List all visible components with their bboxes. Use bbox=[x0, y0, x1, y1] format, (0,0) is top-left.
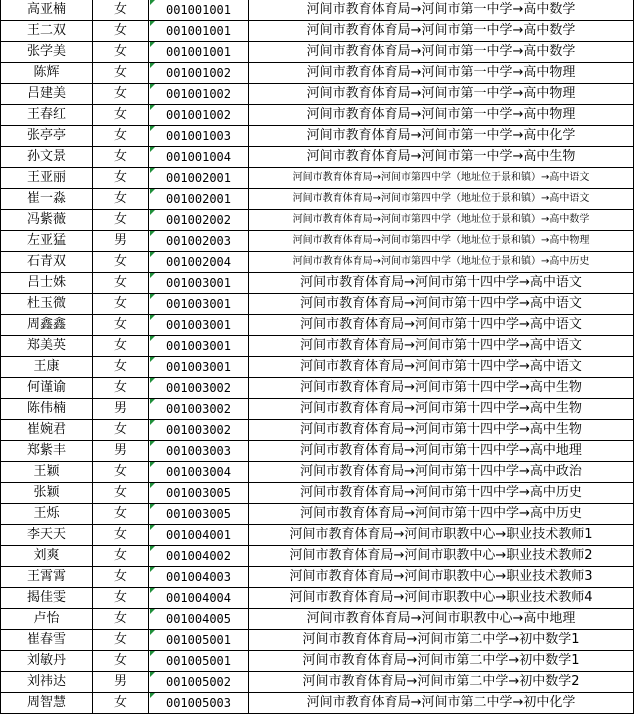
cell-gender[interactable]: 女 bbox=[93, 315, 149, 336]
cell-gender[interactable]: 男 bbox=[93, 231, 149, 252]
cell-position[interactable]: 河间市教育体育局→河间市第四中学（地址位于景和镇）→高中语文 bbox=[249, 168, 634, 189]
cell-name[interactable]: 王颖 bbox=[1, 462, 93, 483]
cell-name[interactable]: 崔一淼 bbox=[1, 189, 93, 210]
cell-name[interactable]: 冯紫薇 bbox=[1, 210, 93, 231]
cell-code[interactable]: 001002001 bbox=[149, 168, 249, 189]
table-row bbox=[1, 42, 634, 63]
text-number-indicator-icon bbox=[150, 273, 155, 278]
cell-name[interactable]: 吕士姝 bbox=[1, 273, 93, 294]
table-row bbox=[1, 336, 634, 357]
cell-name[interactable]: 左亚猛 bbox=[1, 231, 93, 252]
cell-code[interactable]: 001003001 bbox=[149, 294, 249, 315]
text-number-indicator-icon bbox=[150, 84, 155, 89]
text-number-indicator-icon bbox=[150, 336, 155, 341]
text-number-indicator-icon bbox=[150, 672, 155, 677]
cell-gender[interactable]: 女 bbox=[93, 462, 149, 483]
cell-position[interactable]: 河间市教育体育局→河间市第二中学→初中数学1 bbox=[249, 651, 634, 672]
table-row bbox=[1, 63, 634, 84]
cell-code[interactable]: 001003003 bbox=[149, 441, 249, 462]
cell-code[interactable]: 001003004 bbox=[149, 462, 249, 483]
cell-position[interactable]: 河间市教育体育局→河间市第一中学→高中数学 bbox=[249, 42, 634, 63]
cell-position[interactable]: 河间市教育体育局→河间市第十四中学→高中地理 bbox=[249, 441, 634, 462]
text-number-indicator-icon bbox=[150, 630, 155, 635]
cell-code[interactable]: 001003005 bbox=[149, 504, 249, 525]
table-row bbox=[1, 357, 634, 378]
text-number-indicator-icon bbox=[150, 126, 155, 131]
text-number-indicator-icon bbox=[150, 21, 155, 26]
cell-gender[interactable]: 女 bbox=[93, 0, 149, 21]
cell-position[interactable]: 河间市教育体育局→河间市第一中学→高中化学 bbox=[249, 126, 634, 147]
table-row bbox=[1, 84, 634, 105]
table-row bbox=[1, 693, 634, 714]
cell-gender[interactable]: 女 bbox=[93, 210, 149, 231]
text-number-indicator-icon bbox=[150, 609, 155, 614]
text-number-indicator-icon bbox=[150, 357, 155, 362]
cell-code[interactable]: 001002004 bbox=[149, 252, 249, 273]
text-number-indicator-icon bbox=[150, 252, 155, 257]
cell-gender[interactable]: 女 bbox=[93, 189, 149, 210]
table-row bbox=[1, 126, 634, 147]
cell-name[interactable]: 吕建美 bbox=[1, 84, 93, 105]
cell-code[interactable]: 001002002 bbox=[149, 210, 249, 231]
table-row bbox=[1, 0, 634, 21]
cell-gender[interactable]: 女 bbox=[93, 357, 149, 378]
cell-gender[interactable]: 女 bbox=[93, 84, 149, 105]
text-number-indicator-icon bbox=[150, 651, 155, 656]
cell-position[interactable]: 河间市教育体育局→河间市第一中学→高中数学 bbox=[249, 0, 634, 21]
cell-position[interactable]: 河间市教育体育局→河间市第一中学→高中生物 bbox=[249, 147, 634, 168]
table-row bbox=[1, 315, 634, 336]
text-number-indicator-icon bbox=[150, 63, 155, 68]
table-row bbox=[1, 294, 634, 315]
cell-position[interactable]: 河间市教育体育局→河间市第一中学→高中物理 bbox=[249, 84, 634, 105]
cell-gender[interactable]: 女 bbox=[93, 63, 149, 84]
cell-code[interactable]: 001005001 bbox=[149, 630, 249, 651]
cell-gender[interactable]: 女 bbox=[93, 525, 149, 546]
cell-gender[interactable]: 男 bbox=[93, 399, 149, 420]
cell-gender[interactable]: 女 bbox=[93, 651, 149, 672]
cell-name[interactable]: 刘爽 bbox=[1, 546, 93, 567]
cell-position[interactable]: 河间市教育体育局→河间市第一中学→高中物理 bbox=[249, 105, 634, 126]
cell-code[interactable]: 001003001 bbox=[149, 336, 249, 357]
cell-name[interactable]: 揭佳雯 bbox=[1, 588, 93, 609]
cell-code[interactable]: 001001001 bbox=[149, 0, 249, 21]
cell-position[interactable]: 河间市教育体育局→河间市第十四中学→高中生物 bbox=[249, 378, 634, 399]
cell-name[interactable]: 陈辉 bbox=[1, 63, 93, 84]
table-row bbox=[1, 147, 634, 168]
table-row bbox=[1, 672, 634, 693]
text-number-indicator-icon bbox=[150, 567, 155, 572]
cell-code[interactable]: 001003001 bbox=[149, 273, 249, 294]
cell-code[interactable]: 001003002 bbox=[149, 378, 249, 399]
text-number-indicator-icon bbox=[150, 378, 155, 383]
cell-name[interactable]: 周鑫鑫 bbox=[1, 315, 93, 336]
cell-position[interactable]: 河间市教育体育局→河间市第十四中学→高中语文 bbox=[249, 336, 634, 357]
text-number-indicator-icon bbox=[150, 0, 155, 5]
cell-position[interactable]: 河间市教育体育局→河间市第一中学→高中数学 bbox=[249, 21, 634, 42]
table-row bbox=[1, 378, 634, 399]
cell-gender[interactable]: 女 bbox=[93, 588, 149, 609]
cell-name[interactable]: 王康 bbox=[1, 357, 93, 378]
cell-gender[interactable]: 女 bbox=[93, 252, 149, 273]
text-number-indicator-icon bbox=[150, 147, 155, 152]
cell-code[interactable]: 001003002 bbox=[149, 420, 249, 441]
cell-position[interactable]: 河间市教育体育局→河间市职教中心→职业技术教师3 bbox=[249, 567, 634, 588]
text-number-indicator-icon bbox=[150, 420, 155, 425]
cell-gender[interactable]: 女 bbox=[93, 546, 149, 567]
cell-name[interactable]: 张学美 bbox=[1, 42, 93, 63]
cell-name[interactable]: 孙文景 bbox=[1, 147, 93, 168]
cell-name[interactable]: 刘敏丹 bbox=[1, 651, 93, 672]
table-row bbox=[1, 546, 634, 567]
cell-position[interactable]: 河间市教育体育局→河间市第十四中学→高中生物 bbox=[249, 399, 634, 420]
cell-name[interactable]: 李天天 bbox=[1, 525, 93, 546]
cell-position[interactable]: 河间市教育体育局→河间市第四中学（地址位于景和镇）→高中历史 bbox=[249, 252, 634, 273]
cell-name[interactable]: 王亚丽 bbox=[1, 168, 93, 189]
cell-code[interactable]: 001003001 bbox=[149, 357, 249, 378]
text-number-indicator-icon bbox=[150, 693, 155, 698]
cell-gender[interactable]: 女 bbox=[93, 483, 149, 504]
text-number-indicator-icon bbox=[150, 588, 155, 593]
table-row bbox=[1, 189, 634, 210]
cell-code[interactable]: 001005001 bbox=[149, 651, 249, 672]
cell-gender[interactable]: 女 bbox=[93, 630, 149, 651]
cell-code[interactable]: 001004005 bbox=[149, 609, 249, 630]
text-number-indicator-icon bbox=[150, 441, 155, 446]
table-body bbox=[1, 0, 634, 714]
cell-code[interactable]: 001001002 bbox=[149, 84, 249, 105]
cell-gender[interactable]: 女 bbox=[93, 693, 149, 714]
text-number-indicator-icon bbox=[150, 210, 155, 215]
cell-gender[interactable]: 女 bbox=[93, 609, 149, 630]
cell-code[interactable]: 001002003 bbox=[149, 231, 249, 252]
cell-gender[interactable]: 女 bbox=[93, 21, 149, 42]
cell-position[interactable]: 河间市教育体育局→河间市第二中学→初中化学 bbox=[249, 693, 634, 714]
table-row bbox=[1, 462, 634, 483]
cell-name[interactable]: 周智慧 bbox=[1, 693, 93, 714]
cell-position[interactable]: 河间市教育体育局→河间市第十四中学→高中生物 bbox=[249, 420, 634, 441]
cell-name[interactable]: 王春红 bbox=[1, 105, 93, 126]
cell-name[interactable]: 郑紫丰 bbox=[1, 441, 93, 462]
text-number-indicator-icon bbox=[150, 483, 155, 488]
text-number-indicator-icon bbox=[150, 462, 155, 467]
cell-code[interactable]: 001001001 bbox=[149, 21, 249, 42]
cell-gender[interactable]: 女 bbox=[93, 42, 149, 63]
cell-gender[interactable]: 女 bbox=[93, 567, 149, 588]
cell-name[interactable]: 高亚楠 bbox=[1, 0, 93, 21]
cell-code[interactable]: 001003001 bbox=[149, 315, 249, 336]
cell-gender[interactable]: 女 bbox=[93, 336, 149, 357]
cell-name[interactable]: 卢怡 bbox=[1, 609, 93, 630]
table-row bbox=[1, 483, 634, 504]
table-row bbox=[1, 420, 634, 441]
cell-position[interactable]: 河间市教育体育局→河间市第十四中学→高中语文 bbox=[249, 315, 634, 336]
table-row bbox=[1, 588, 634, 609]
table-row bbox=[1, 273, 634, 294]
table-row bbox=[1, 399, 634, 420]
cell-position[interactable]: 河间市教育体育局→河间市第四中学（地址位于景和镇）→高中物理 bbox=[249, 231, 634, 252]
cell-code[interactable]: 001002001 bbox=[149, 189, 249, 210]
cell-position[interactable]: 河间市教育体育局→河间市第十四中学→高中政治 bbox=[249, 462, 634, 483]
table-row bbox=[1, 21, 634, 42]
cell-gender[interactable]: 女 bbox=[93, 378, 149, 399]
cell-code[interactable]: 001005002 bbox=[149, 672, 249, 693]
cell-name[interactable]: 王二双 bbox=[1, 21, 93, 42]
cell-position[interactable]: 河间市教育体育局→河间市职教中心→职业技术教师1 bbox=[249, 525, 634, 546]
cell-name[interactable]: 杜玉微 bbox=[1, 294, 93, 315]
cell-gender[interactable]: 男 bbox=[93, 441, 149, 462]
cell-name[interactable]: 石青双 bbox=[1, 252, 93, 273]
table-row bbox=[1, 651, 634, 672]
cell-position[interactable]: 河间市教育体育局→河间市第四中学（地址位于景和镇）→高中语文 bbox=[249, 189, 634, 210]
cell-position[interactable]: 河间市教育体育局→河间市职教中心→高中地理 bbox=[249, 609, 634, 630]
cell-name[interactable]: 崔春雪 bbox=[1, 630, 93, 651]
cell-name[interactable]: 刘祎达 bbox=[1, 672, 93, 693]
cell-position[interactable]: 河间市教育体育局→河间市第十四中学→高中历史 bbox=[249, 504, 634, 525]
text-number-indicator-icon bbox=[150, 189, 155, 194]
cell-code[interactable]: 001001004 bbox=[149, 147, 249, 168]
cell-gender[interactable]: 男 bbox=[93, 672, 149, 693]
text-number-indicator-icon bbox=[150, 168, 155, 173]
table-row bbox=[1, 210, 634, 231]
table-row bbox=[1, 441, 634, 462]
table-row bbox=[1, 504, 634, 525]
text-number-indicator-icon bbox=[150, 399, 155, 404]
cell-gender[interactable]: 女 bbox=[93, 294, 149, 315]
cell-name[interactable]: 张颖 bbox=[1, 483, 93, 504]
table-row bbox=[1, 567, 634, 588]
text-number-indicator-icon bbox=[150, 105, 155, 110]
cell-gender[interactable]: 女 bbox=[93, 105, 149, 126]
text-number-indicator-icon bbox=[150, 504, 155, 509]
cell-code[interactable]: 001004002 bbox=[149, 546, 249, 567]
cell-code[interactable]: 001001002 bbox=[149, 105, 249, 126]
cell-name[interactable]: 何谨谕 bbox=[1, 378, 93, 399]
cell-gender[interactable]: 女 bbox=[93, 273, 149, 294]
cell-position[interactable]: 河间市教育体育局→河间市第一中学→高中物理 bbox=[249, 63, 634, 84]
cell-code[interactable]: 001001001 bbox=[149, 42, 249, 63]
cell-gender[interactable]: 女 bbox=[93, 147, 149, 168]
cell-code[interactable]: 001001003 bbox=[149, 126, 249, 147]
text-number-indicator-icon bbox=[150, 294, 155, 299]
cell-code[interactable]: 001004001 bbox=[149, 525, 249, 546]
cell-position[interactable]: 河间市教育体育局→河间市第二中学→初中数学2 bbox=[249, 672, 634, 693]
cell-name[interactable]: 陈伟楠 bbox=[1, 399, 93, 420]
text-number-indicator-icon bbox=[150, 546, 155, 551]
cell-name[interactable]: 郑美英 bbox=[1, 336, 93, 357]
cell-code[interactable]: 001005003 bbox=[149, 693, 249, 714]
cell-gender[interactable]: 女 bbox=[93, 504, 149, 525]
cell-position[interactable]: 河间市教育体育局→河间市第十四中学→高中历史 bbox=[249, 483, 634, 504]
text-number-indicator-icon bbox=[150, 231, 155, 236]
table-row bbox=[1, 252, 634, 273]
text-number-indicator-icon bbox=[150, 315, 155, 320]
cell-position[interactable]: 河间市教育体育局→河间市第二中学→初中数学1 bbox=[249, 630, 634, 651]
table-row bbox=[1, 231, 634, 252]
cell-position[interactable]: 河间市教育体育局→河间市职教中心→职业技术教师4 bbox=[249, 588, 634, 609]
cell-position[interactable]: 河间市教育体育局→河间市第十四中学→高中语文 bbox=[249, 294, 634, 315]
table-row bbox=[1, 105, 634, 126]
cell-name[interactable]: 王烁 bbox=[1, 504, 93, 525]
cell-code[interactable]: 001004004 bbox=[149, 588, 249, 609]
cell-position[interactable]: 河间市教育体育局→河间市第十四中学→高中语文 bbox=[249, 357, 634, 378]
cell-name[interactable]: 张亭亭 bbox=[1, 126, 93, 147]
text-number-indicator-icon bbox=[150, 42, 155, 47]
cell-code[interactable]: 001003005 bbox=[149, 483, 249, 504]
cell-code[interactable]: 001004003 bbox=[149, 567, 249, 588]
table-row bbox=[1, 609, 634, 630]
cell-position[interactable]: 河间市教育体育局→河间市第十四中学→高中语文 bbox=[249, 273, 634, 294]
table-row bbox=[1, 630, 634, 651]
cell-code[interactable]: 001003002 bbox=[149, 399, 249, 420]
text-number-indicator-icon bbox=[150, 525, 155, 530]
cell-gender[interactable]: 女 bbox=[93, 420, 149, 441]
table-row bbox=[1, 168, 634, 189]
cell-gender[interactable]: 女 bbox=[93, 168, 149, 189]
cell-code[interactable]: 001001002 bbox=[149, 63, 249, 84]
cell-position[interactable]: 河间市教育体育局→河间市职教中心→职业技术教师2 bbox=[249, 546, 634, 567]
table-row bbox=[1, 525, 634, 546]
cell-gender[interactable]: 女 bbox=[93, 126, 149, 147]
cell-name[interactable]: 王霄霄 bbox=[1, 567, 93, 588]
cell-name[interactable]: 崔婉君 bbox=[1, 420, 93, 441]
cell-position[interactable]: 河间市教育体育局→河间市第四中学（地址位于景和镇）→高中数学 bbox=[249, 210, 634, 231]
